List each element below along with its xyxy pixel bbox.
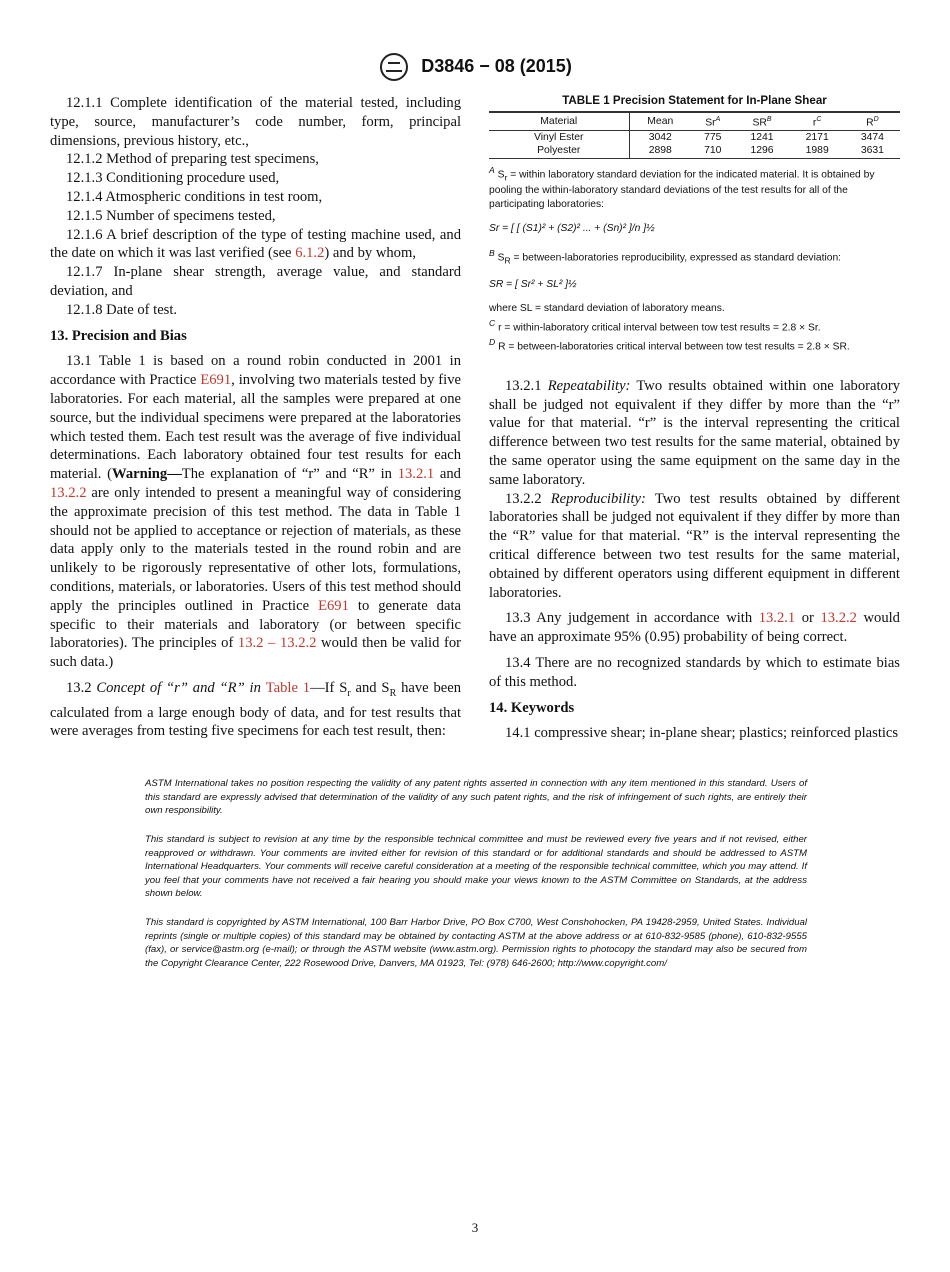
text-segment: —If S	[310, 679, 348, 696]
text-segment: 12.1.4 Atmospheric conditions in test room,	[66, 188, 323, 205]
col-mean: Mean	[629, 112, 691, 130]
page-header	[50, 52, 900, 94]
text-segment: are only intended to present a meaningful way of considering the approximate precision of this test method. The data in Table 1 should not be applied to acceptance or rejection of materials, as these data apply only to the materials tested in the round robin and are unlikely to be rigorously representative of other lots, formulations, conditions, materials, or laboratories. Users of this test method should apply the principles outlined in Practice	[50, 484, 461, 614]
text-segment: 12.1.5 Number of specimens tested,	[66, 207, 276, 224]
link[interactable]: E691	[200, 372, 232, 389]
text-segment: have been calculated from a large enough body of data, and for test results that were averages from testing five specimens for each test result, then:	[50, 679, 462, 740]
text-segment: , involving two materials tested by five laboratories. For each material, all the samples were prepared at one source, but the individual specimens were prepared at the laboratories which tested them. Each test result was the average of five individual determinations. Each laboratory obtained four test results for each material. (	[50, 372, 461, 483]
text-segment: Concept of “r” and “R” in	[96, 679, 266, 696]
text-segment: 14.1 compressive shear; in-plane shear; plastics; reinforced plastics	[505, 725, 899, 742]
link[interactable]: 13.2.1	[397, 466, 435, 483]
text-segment: or	[795, 610, 821, 627]
footnote-c: $^C$ r = within-laboratory critical interval between tow test results = 2.8 × Sr.	[489, 317, 821, 334]
text-segment: 12.1.7 In-plane shear strength, average value, and standard deviation, and	[50, 264, 461, 299]
paragraph	[489, 724, 900, 743]
footer-patent-notice: ASTM International takes no position respecting the validity of any patent rights asserted in connection with any item mentioned in this standard. Users of this standard are expressly advised that determination of the validity of any such patent rights, and the risk of infringement of such rights, are entirely their own responsibility.	[145, 778, 807, 816]
document-title: D3846 − 08 (2015)	[421, 55, 572, 76]
col-r: $r^C$	[790, 112, 845, 130]
text-segment: ) and by whom,	[324, 245, 416, 262]
text-segment: Warning—	[112, 466, 182, 483]
link[interactable]: 13.2.2	[50, 484, 87, 501]
right-column	[489, 377, 900, 743]
paragraph	[50, 301, 461, 320]
section-heading: 13. Precision and Bias	[50, 327, 187, 344]
footer	[50, 777, 807, 970]
footnote-b: $^B$ $S_R$ = between-laboratories reproducibility, expressed as standard deviation:	[489, 248, 842, 266]
col-sR: $SR^B$	[734, 112, 789, 130]
paragraph	[50, 207, 461, 226]
text-segment: 12.1.2 Method of preparing test specimens,	[66, 151, 319, 168]
paragraph	[50, 150, 461, 169]
table-1	[489, 94, 900, 355]
text-segment: 12.1.8 Date of test.	[66, 301, 178, 318]
left-column	[50, 94, 461, 743]
table-header-row	[489, 112, 900, 130]
text-segment: 13.3 Any judgement in accordance with	[505, 610, 759, 627]
footer-revision-notice: This standard is subject to revision at any time by the responsible technical committee and must be reviewed every five years and if not revised, either reapproved or withdrawn. Your comments are invited either for revision of this standard or for additional standards and should be addressed to ASTM International Headquarters. Your comments will receive careful consideration at a meeting of the responsible technical committee, which you may attend. If you feel that your comments have not received a fair hearing you should make your views known to the ASTM Committee on Standards, at the address shown below.	[145, 834, 807, 899]
paragraph	[50, 94, 461, 150]
text-segment: R	[389, 687, 397, 699]
link[interactable]: E691	[318, 597, 349, 614]
paragraph	[489, 654, 900, 692]
equation-sr: Sr = [ [ (S1)² + (S2)² ... + (Sn)² ]/n ]½	[489, 223, 655, 235]
link[interactable]: 13.2.2	[820, 610, 857, 627]
paragraph	[489, 609, 900, 647]
text-segment: 13.2.2	[505, 490, 551, 507]
paragraph	[50, 263, 461, 301]
section-heading: 14. Keywords	[489, 699, 575, 716]
page-number: 3	[471, 1219, 479, 1235]
link[interactable]: Table 1	[265, 679, 311, 696]
text-segment: 12.1.1 Complete identification of the material tested, including type, source, manufacturer’s code number, form, principal dimensions, previous history, etc.,	[50, 95, 461, 149]
paragraph	[489, 490, 900, 603]
text-segment: Two results obtained within one laboratory shall be judged not equivalent if they differ by more than the “r” value for that material. “r” is the interval representing the critical difference between two test results for the same material, obtained by the same operator using the same equipment on the same day in the same laboratory.	[489, 377, 900, 488]
text-segment: r	[347, 687, 351, 699]
text-segment: would have an approximate 95% (0.95) probability of being correct.	[489, 610, 900, 646]
col-material: Material	[489, 112, 629, 130]
table-row: Polyester 2898 710 1296 1989 3631	[489, 144, 900, 158]
col-sr: $Sr^A$	[691, 112, 734, 130]
footnote-d: $^D$ R = between-laboratories critical interval between tow test results = 2.8 × SR.	[489, 337, 850, 353]
paragraph	[50, 188, 461, 207]
text-segment: 13.1 Table 1 is based on a round robin conducted in 2001 in accordance with Practice	[50, 353, 461, 389]
text-segment: 13.4 There are no recognized standards by which to estimate bias of this method.	[489, 654, 900, 690]
footer-copyright-notice: This standard is copyrighted by ASTM International, 100 Barr Harbor Drive, PO Box C700, West Conshohocken, PA 19428-2959, United States. Individual reprints (single or multiple copies) of this standard may be obtained by contacting ASTM at the above address or at 610-832-9585 (phone), 610-832-9555 (fax), or service@astm.org (e-mail); or through the ASTM website (www.astm.org). Permission rights to photocopy the standard may also be secured from the Copyright Clearance Center, 222 Rosewood Drive, Danvers, MA 01923, Tel: (978) 646-2600; http://www.copyright.com/	[145, 917, 807, 969]
paragraph	[50, 679, 461, 741]
two-column-body	[50, 94, 900, 743]
paragraph	[489, 377, 900, 490]
text-segment: Repeatability:	[547, 377, 631, 394]
table-title: TABLE 1 Precision Statement for In-Plane Shear	[562, 94, 827, 107]
text-segment: and S	[350, 679, 390, 696]
table-row: Vinyl Ester 3042 775 1241 2171 3474	[489, 130, 900, 144]
paragraph	[50, 169, 461, 188]
text-segment: 13.2	[66, 679, 97, 696]
footnote-where: where SL = standard deviation of laboratory means.	[489, 302, 725, 314]
text-segment: 13.2.1	[505, 377, 548, 394]
text-segment: would then be valid for such data.)	[50, 635, 461, 671]
link[interactable]: 13.2 – 13.2.2	[237, 635, 317, 652]
text-segment: 12.1.6 A brief description of the type of testing machine used, and the date on which it was last verified (see	[50, 226, 461, 262]
equation-sR: SR = [ Sr² + SL² ]½	[489, 278, 577, 290]
link[interactable]: 6.1.2	[295, 245, 325, 262]
table-footnotes	[489, 163, 900, 355]
col-R: $R^D$	[845, 112, 900, 130]
text-segment: 12.1.3 Conditioning procedure used,	[66, 170, 280, 187]
paragraph	[50, 352, 461, 672]
link[interactable]: 13.2.1	[758, 610, 796, 627]
text-segment: Two test results obtained by different laboratories shall be judged not equivalent if they differ by more than the “R” value for that material. “R” is the interval representing the critical difference between two test results for the same material, obtained by different operators using different equipment in different laboratories.	[489, 490, 900, 601]
paragraph	[50, 226, 461, 264]
astm-logo-icon	[378, 52, 410, 82]
text-segment: Reproducibility:	[550, 490, 646, 507]
text-segment: to generate data specific to their materials and laboratory (or between specific laboratories). The principles of	[50, 597, 461, 652]
footnote-a: $^A$ $S_r$ = within laboratory standard deviation for the indicated material. It is obtained by pooling the within-laboratory standard deviations of the test results for all of the participating laboratories:	[489, 164, 875, 211]
text-segment: The explanation of “r” and “R” in	[181, 466, 398, 483]
text-segment: and	[434, 466, 461, 483]
right-column-wrap	[489, 94, 900, 743]
precision-table	[489, 111, 900, 159]
